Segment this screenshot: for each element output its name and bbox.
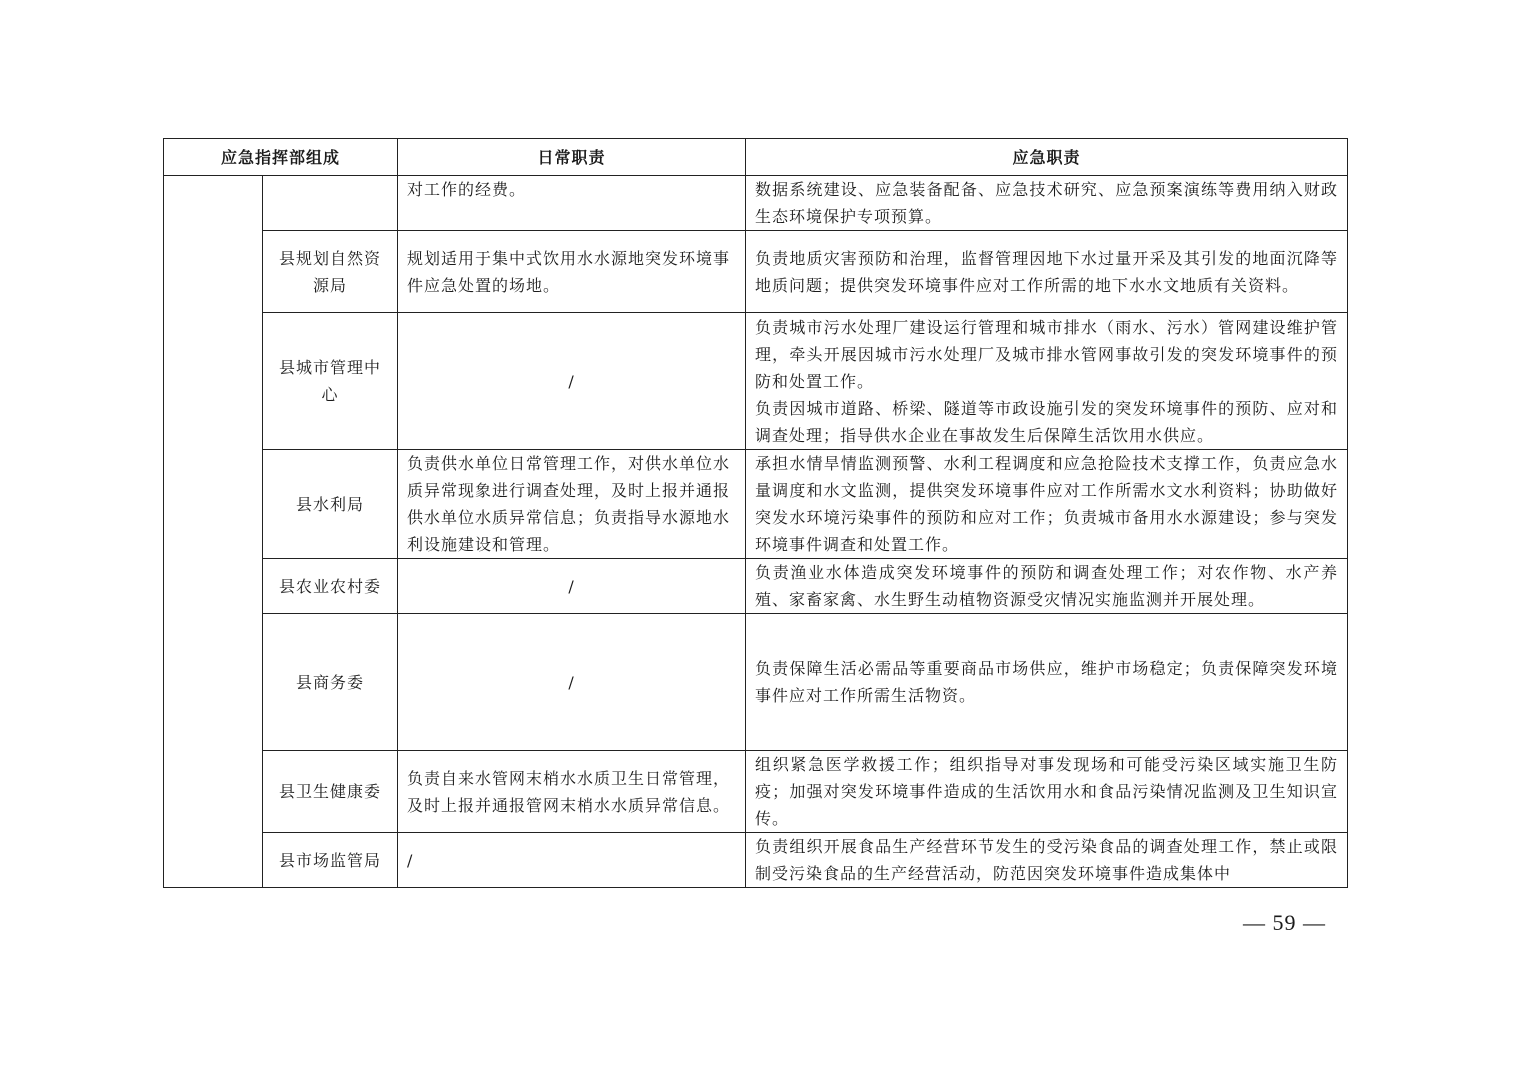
dept-cell: 县水利局 (263, 450, 398, 559)
daily-cell: / (398, 833, 746, 888)
daily-cell: 对工作的经费。 (398, 176, 746, 231)
table-row (164, 751, 1348, 833)
dept-cell: 县规划自然资源局 (263, 231, 398, 313)
emergency-cell: 组织紧急医学救援工作；组织指导对事发现场和可能受污染区域实施卫生防疫；加强对突发环境事件造成的生活饮用水和食品污染情况监测及卫生知识宣传。 (746, 751, 1348, 833)
dept-cell: 县卫生健康委 (263, 751, 398, 833)
emergency-cell: 数据系统建设、应急装备配备、应急技术研究、应急预案演练等费用纳入财政生态环境保护专项预算。 (746, 176, 1348, 231)
table-row (164, 559, 1348, 614)
header-emergency-duties: 应急职责 (746, 139, 1348, 176)
emergency-cell: 负责城市污水处理厂建设运行管理和城市排水（雨水、污水）管网建设维护管理，牵头开展因城市污水处理厂及城市排水管网事故引发的突发环境事件的预防和处置工作。 负责因城市道路、桥梁、隧道等市政设施引发的突发环境事件的预防、应对和调查处理；指导供水企业在事故发生后保障生活饮用水供应。 (746, 313, 1348, 450)
table-row (164, 833, 1348, 888)
table-row (164, 614, 1348, 751)
dept-cell: 县市场监管局 (263, 833, 398, 888)
daily-cell: 负责供水单位日常管理工作，对供水单位水质异常现象进行调查处理，及时上报并通报供水单位水质异常信息；负责指导水源地水利设施建设和管理。 (398, 450, 746, 559)
header-command-composition: 应急指挥部组成 (164, 139, 398, 176)
daily-cell: 规划适用于集中式饮用水水源地突发环境事件应急处置的场地。 (398, 231, 746, 313)
daily-cell: 负责自来水管网末梢水水质卫生日常管理，及时上报并通报管网末梢水水质异常信息。 (398, 751, 746, 833)
emergency-cell: 负责地质灾害预防和治理，监督管理因地下水过量开采及其引发的地面沉降等地质问题；提供突发环境事件应对工作所需的地下水水文地质有关资料。 (746, 231, 1348, 313)
header-daily-duties: 日常职责 (398, 139, 746, 176)
emergency-cell: 承担水情旱情监测预警、水利工程调度和应急抢险技术支撑工作，负责应急水量调度和水文监测，提供突发环境事件应对工作所需水文水利资料；协助做好突发水环境污染事件的预防和应对工作；负责城市备用水水源建设；参与突发环境事件调查和处置工作。 (746, 450, 1348, 559)
table-row (164, 176, 1348, 231)
daily-cell: / (398, 559, 746, 614)
table-row (164, 231, 1348, 313)
page-number: — 59 — (1243, 910, 1326, 935)
responsibility-table (163, 138, 1348, 888)
emergency-cell: 负责组织开展食品生产经营环节发生的受污染食品的调查处理工作，禁止或限制受污染食品的生产经营活动，防范因突发环境事件造成集体中 (746, 833, 1348, 888)
dept-cell: 县城市管理中心 (263, 313, 398, 450)
daily-cell: / (398, 313, 746, 450)
emergency-cell: 负责渔业水体造成突发环境事件的预防和调查处理工作；对农作物、水产养殖、家畜家禽、水生野生动植物资源受灾情况实施监测并开展处理。 (746, 559, 1348, 614)
daily-cell: / (398, 614, 746, 751)
dept-cell: 县商务委 (263, 614, 398, 751)
dept-cell: 县农业农村委 (263, 559, 398, 614)
table-row (164, 450, 1348, 559)
merged-group-cell (164, 176, 263, 888)
table-row (164, 313, 1348, 450)
emergency-cell: 负责保障生活必需品等重要商品市场供应，维护市场稳定；负责保障突发环境事件应对工作所需生活物资。 (746, 614, 1348, 751)
dept-cell (263, 176, 398, 231)
table-header-row (164, 139, 1348, 176)
